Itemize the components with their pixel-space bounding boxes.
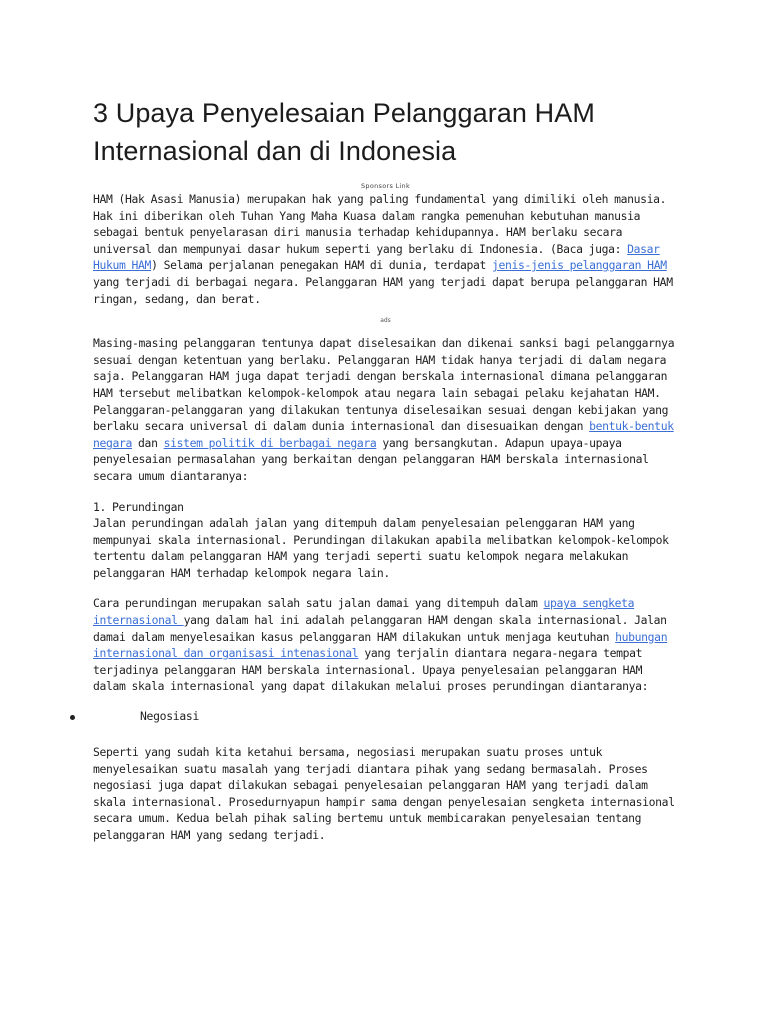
- paragraph-text: Masing-masing pelanggaran tentunya dapat diselesaikan dan dikenai sanksi bagi pelanggarnya sesuai dengan ketentuan yang berlaku. Pelanggaran HAM tidak hanya terjadi di dalam negara saja. Pelanggaran HAM juga dapat terjadi dengan berskala internasional dimana pelanggaran HAM tersebut melibatkan kelompok-kelompok atau negara lain sebagai pelaku kejahatan HAM. Pelanggaran-pelanggaran yang dilakukan tentunya diselesaikan sesuai dengan kebijakan yang berlaku secara universal di dalam dunia internasional dan disesuaikan dengan: [93, 336, 675, 434]
- paragraph-text: HAM (Hak Asasi Manusia) merupakan hak yang paling fundamental yang dimiliki oleh manusia. Hak ini diberikan oleh Tuhan Yang Maha Kuasa dalam rangka pemenuhan kebutuhan manusia sebagai bentuk penyelarasan diri manusia terhadap kehidupannya. HAM berlaku secara universal dan mempunyai dasar hukum seperti yang berlaku di Indonesia. (Baca juga:: [93, 192, 667, 256]
- paragraph-text: yang bersangkutan. Adapun upaya-upaya penyelesaian permasalahan yang berkaitan dengan pelanggaran HAM berskala internasional secara umum diantaranya:: [93, 435, 649, 483]
- spacer: [93, 581, 678, 595]
- list-item-label: Negosiasi: [140, 709, 200, 724]
- paragraph-cara-perundingan: [93, 595, 678, 695]
- link-upaya-sengketa[interactable]: upaya sengketa internasional: [93, 596, 635, 628]
- paragraph-text: yang terjadi di berbagai negara. Pelanggaran HAM yang terjadi dapat berupa pelanggaran HAM ringan, sedang, dan berat.: [93, 274, 673, 306]
- paragraph-text: dan: [132, 435, 164, 450]
- article: [93, 94, 678, 844]
- article-title: 3 Upaya Penyelesaian Pelanggaran HAM Internasional dan di Indonesia: [93, 98, 595, 166]
- spacer: [93, 485, 678, 499]
- link-jenis-pelanggaran-ham[interactable]: jenis-jenis pelanggaran HAM: [492, 258, 667, 273]
- bullet-icon: [70, 715, 75, 720]
- section-perundingan: [93, 499, 678, 582]
- list-item-negosiasi: [93, 709, 678, 727]
- link-dasar-hukum-ham[interactable]: Dasar Hukum HAM: [93, 241, 660, 273]
- link-hubungan-internasional[interactable]: hubungan internasional dan organisasi intenasional: [93, 629, 668, 661]
- section-heading: 1. Perundingan: [93, 499, 184, 514]
- paragraph-text: Cara perundingan merupakan salah satu jalan damai yang ditempuh dalam: [93, 596, 544, 611]
- paragraph-intro: [93, 191, 678, 307]
- paragraph-text: ) Selama perjalanan penegakan HAM di dunia, terdapat: [151, 258, 492, 273]
- paragraph-text: yang dalam hal ini adalah pelanggaran HAM dengan skala internasional. Jalan damai dalam menyelesaikan kasus pelanggaran HAM dilakukan untuk menjaga keutuhan: [93, 613, 667, 644]
- paragraph-text: yang terjalin diantara negara-negara tempat terjadinya pelanggaran HAM berskala internasional. Upaya penyelesaian pelanggaran HAM dalam skala internasional yang dapat dilakukan melalui proses perundingan diantaranya:: [93, 646, 649, 694]
- ads-marker: ads: [380, 317, 391, 325]
- sponsor-label: Sponsors Link: [360, 182, 411, 190]
- link-bentuk-negara[interactable]: bentuk-bentuk negara: [93, 419, 674, 450]
- link-sistem-politik[interactable]: sistem politik di berbagai negara: [163, 435, 377, 450]
- paragraph-scope: [93, 335, 678, 484]
- paragraph-negosiasi: Seperti yang sudah kita ketahui bersama, negosiasi merupakan suatu proses untuk menyelesaikan suatu masalah yang terjadi diantara pihak yang sedang bermasalah. Proses negosiasi juga dapat dilakukan sebagai penyelesaian pelanggaran HAM yang terjadi dalam skala internasional. Prosedurnyapun hampir sama dengan penyelesaian sengketa internasional secara umum. Kedua belah pihak saling bertemu untuk membicarakan penyelesaian tentang pelanggaran HAM yang sedang terjadi.: [93, 745, 675, 842]
- section-text: Jalan perundingan adalah jalan yang ditempuh dalam penyelesaian pelenggaran HAM yang mempunyai skala internasional. Perundingan dilakukan apabila melibatkan kelompok-kelompok tertentu dalam pelanggaran HAM yang terjadi seperti suatu kelompok negara melakukan pelanggaran HAM terhadap kelompok negara lain.: [93, 516, 669, 580]
